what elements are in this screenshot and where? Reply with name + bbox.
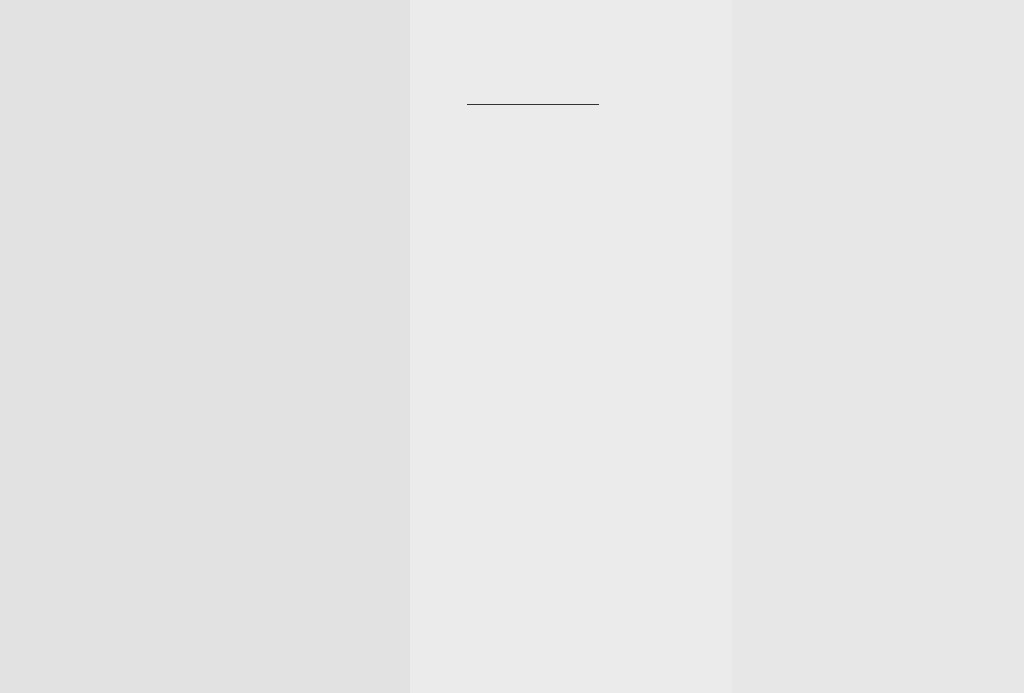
page-fold-right bbox=[732, 0, 1024, 693]
title-underline bbox=[467, 104, 599, 105]
page-fold-left bbox=[0, 0, 410, 693]
